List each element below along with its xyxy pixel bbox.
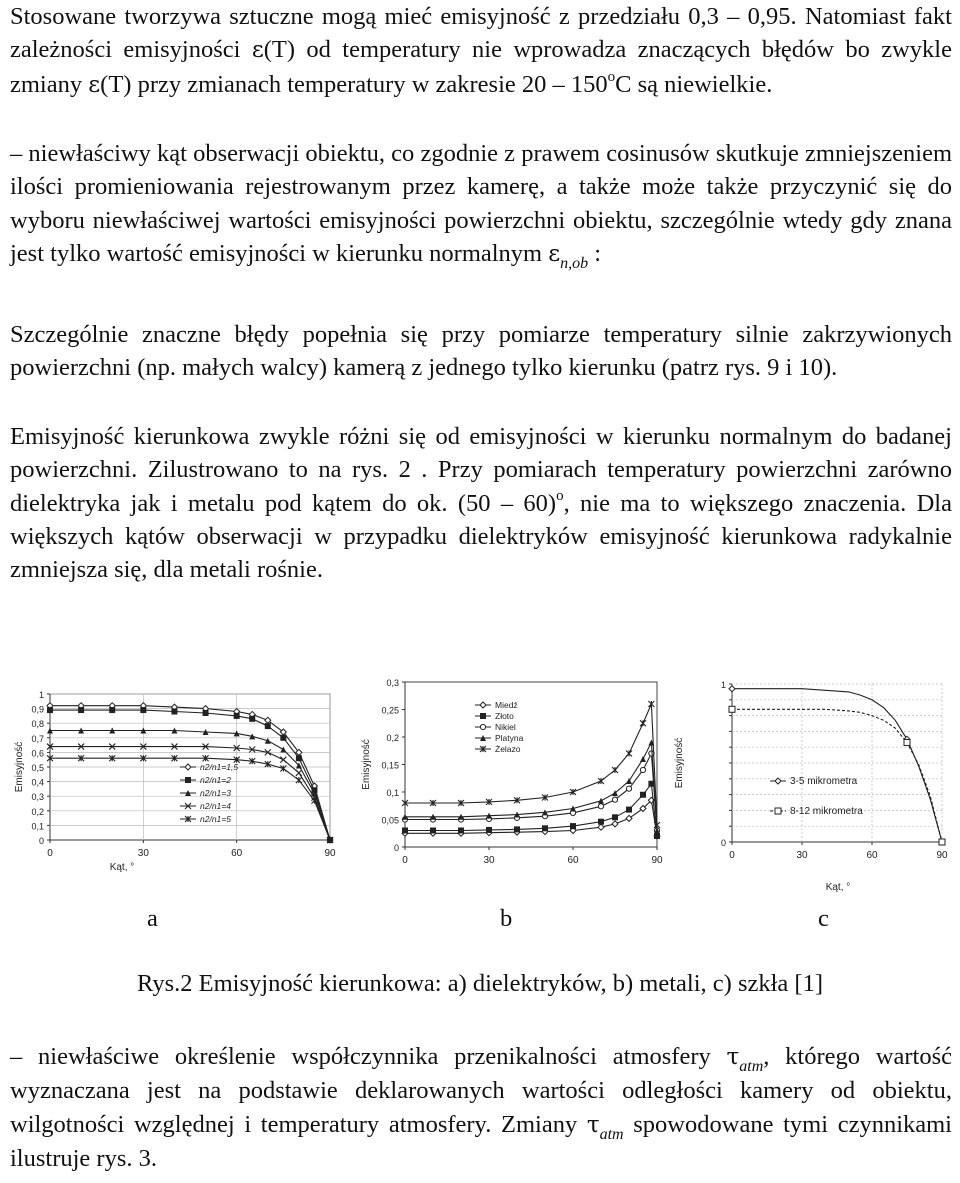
series-line <box>405 704 657 825</box>
y-axis-label: Emisyjność <box>14 741 25 793</box>
x-tick-label: 60 <box>866 850 878 861</box>
legend-item <box>180 801 231 811</box>
figure-directional-emissivity <box>10 672 955 912</box>
legend-label: Miedź <box>495 700 518 710</box>
data-point <box>640 767 645 772</box>
data-point <box>140 707 146 713</box>
legend-marker <box>185 777 191 783</box>
data-point <box>598 819 604 825</box>
legend-label: n2/n1=1,5 <box>200 762 239 772</box>
panel-label-a: a <box>147 905 158 932</box>
legend-marker <box>480 702 486 708</box>
legend-item <box>180 762 238 772</box>
data-point <box>430 828 436 834</box>
data-point <box>904 739 910 745</box>
legend-item <box>475 733 524 743</box>
data-point <box>612 797 617 802</box>
y-tick-label: 0,15 <box>381 760 399 771</box>
x-tick-label: 30 <box>483 855 495 866</box>
series-line <box>732 689 942 842</box>
data-point <box>280 746 286 752</box>
legend-label: Nikiel <box>495 722 516 732</box>
legend-item <box>475 744 521 754</box>
y-tick-label: 0,8 <box>31 719 44 730</box>
x-axis-label: Kąt, ° <box>825 882 851 893</box>
legend-label: Złoto <box>495 711 514 721</box>
y-axis-label: Emisyjność <box>674 737 685 789</box>
data-point <box>296 770 302 776</box>
data-point <box>626 751 632 757</box>
legend-item <box>180 814 231 824</box>
legend-label: n2/n1=5 <box>200 814 231 824</box>
series-2 <box>47 707 333 843</box>
data-point <box>265 738 271 744</box>
data-point <box>648 701 654 707</box>
data-point <box>640 792 646 798</box>
data-point <box>171 709 177 715</box>
data-point <box>47 707 53 713</box>
x-axis-label: Kąt, ° <box>109 862 135 873</box>
legend-marker <box>480 713 486 719</box>
panel-label-c: c <box>818 905 829 932</box>
data-point <box>939 839 945 845</box>
x-tick-label: 90 <box>651 855 663 866</box>
series-5 <box>402 701 660 828</box>
series-1 <box>729 686 945 845</box>
y-tick-label: 0,7 <box>31 733 44 744</box>
panel-label-b: b <box>500 905 513 932</box>
paragraph-directional-emissivity: Emisyjność kierunkowa zwykle różni się od emisyjności w kierunku normalnym do badanej powierzchni. Zilustrowano to na rys. 2 . Przy pomiarach temperatury powierzchni zarówno dielektryka jak i metalu pod kątem do ok. (50 – 60)$^o$, nie ma to większego znaczenia. Dla większych kątów obserwacji w przypadku dielektryków emisyjność kierunkowa radykalnie zmniejsza się, dla metali rośnie. <box>10 423 952 584</box>
series-line <box>50 758 330 840</box>
y-tick-label: 0,05 <box>381 815 399 826</box>
x-tick-label: 0 <box>47 848 53 859</box>
data-point <box>729 686 735 692</box>
legend-item <box>475 700 518 710</box>
legend-label: Żelazo <box>495 744 521 754</box>
paragraph-plastics-emissivity: Stosowane tworzywa sztuczne mogą mieć emisyjność z przedziału 0,3 – 0,95. Natomiast fakt zależności emisyjności ε(T) od temperatury nie wprowadza znaczących błędów bo zwykle zmiany ε(T) przy zmianach temperatury w zakresie 20 – 150$^o$C są niewielkie. <box>10 3 952 98</box>
data-point <box>234 713 240 719</box>
chart-dielectrics <box>10 672 345 912</box>
data-point <box>626 786 631 791</box>
data-point <box>249 716 255 722</box>
series-line <box>50 706 330 840</box>
data-point <box>598 804 603 809</box>
data-point <box>598 824 604 830</box>
data-point <box>203 710 209 716</box>
x-tick-label: 0 <box>729 850 735 861</box>
data-point <box>626 807 632 813</box>
y-tick-label: 0,2 <box>31 806 44 817</box>
figure-caption: Rys.2 Emisyjność kierunkowa: a) dielektryków, b) metali, c) szkła [1] <box>137 970 823 997</box>
series-1 <box>47 703 333 843</box>
data-point <box>296 755 302 761</box>
data-point <box>402 828 408 834</box>
y-tick-label: 0,3 <box>31 792 44 803</box>
data-point <box>729 706 735 712</box>
y-tick-label: 0 <box>38 836 44 846</box>
y-tick-label: 0,3 <box>386 678 399 688</box>
legend-label: n2/n1=4 <box>200 801 231 811</box>
legend-item <box>475 722 516 732</box>
y-axis-label: Emisyjność <box>361 739 372 790</box>
legend-label: n2/n1=2 <box>200 775 231 785</box>
data-point <box>486 827 492 833</box>
legend-item <box>770 776 858 787</box>
y-tick-label: 0 <box>720 838 726 848</box>
series-line <box>405 784 657 836</box>
y-tick-label: 1 <box>38 690 44 700</box>
data-point <box>654 833 660 839</box>
x-tick-label: 0 <box>402 855 408 866</box>
chart-metals <box>355 672 663 912</box>
y-tick-label: 1 <box>720 680 726 690</box>
paragraph-curved-surfaces: Szczególnie znaczne błędy popełnia się przy pomiarze temperatury silnie zakrzywionych powierzchni (np. małych walcy) kamerą z jednego tylko kierunku (patrz rys. 9 i 10). <box>10 321 952 382</box>
legend-item <box>180 775 231 785</box>
series-2 <box>402 781 660 839</box>
x-tick-label: 90 <box>936 850 948 861</box>
legend-label: 3-5 mikrometra <box>790 776 858 787</box>
x-tick-label: 30 <box>796 850 808 861</box>
data-point <box>570 823 576 829</box>
data-point <box>640 756 646 762</box>
data-point <box>109 707 115 713</box>
y-tick-label: 0,2 <box>386 733 399 743</box>
data-point <box>78 707 84 713</box>
data-point <box>280 757 286 763</box>
y-tick-label: 0,5 <box>31 763 44 773</box>
data-point <box>612 767 618 773</box>
y-tick-label: 0,9 <box>31 704 44 715</box>
legend-label: n2/n1=3 <box>200 788 231 798</box>
data-point <box>514 826 520 832</box>
legend-marker <box>480 724 485 729</box>
paragraph-atmosphere-transmittance: – niewłaściwe określenie współczynnika przenikalności atmosfery $\tau_{atm}$, którego wartość wyznaczana jest na podstawie deklarowanych wartości odległości kamery od obiektu, wilgotności względnej i temperatury atmosfery. Zmiany $\tau_{atm}$ spowodowane tymi czynnikami ilustruje rys. 3. <box>10 1043 952 1172</box>
data-point <box>626 778 632 784</box>
data-point <box>612 814 618 820</box>
y-tick-label: 0,25 <box>381 705 399 716</box>
legend-item <box>475 711 514 721</box>
legend-label: Platyna <box>495 733 524 743</box>
data-point <box>640 720 646 726</box>
x-tick-label: 30 <box>137 848 149 859</box>
data-point <box>296 777 302 783</box>
paragraph-observation-angle: – niewłaściwy kąt obserwacji obiektu, co zgodnie z prawem cosinusów skutkuje zmniejszeniem ilości promieniowania rejestrowanym przez kamerę, a także może także przyczynić się do wyboru niewłaściwej wartości emisyjności powierzchni obiektu, szczególnie wtedy gdy znana jest tylko wartość emisyjności w kierunku normalnym $\varepsilon_{n,ob}$ : <box>10 140 952 272</box>
y-tick-label: 0 <box>393 843 399 853</box>
x-tick-label: 90 <box>324 848 336 859</box>
data-point <box>598 798 604 804</box>
data-point <box>265 723 271 729</box>
x-tick-label: 60 <box>567 855 579 866</box>
y-tick-label: 0,6 <box>31 748 44 759</box>
legend-marker <box>775 808 781 814</box>
data-point <box>542 825 548 831</box>
data-point <box>612 821 618 827</box>
data-point <box>598 778 604 784</box>
y-tick-label: 0,1 <box>386 788 399 798</box>
data-point <box>458 828 464 834</box>
legend-label: 8-12 mikrometra <box>790 806 863 817</box>
legend-marker <box>185 764 191 770</box>
chart-glass <box>670 672 960 912</box>
x-tick-label: 60 <box>231 848 243 859</box>
data-point <box>280 735 286 741</box>
y-tick-label: 0,4 <box>31 777 44 788</box>
y-tick-label: 0,1 <box>31 821 44 832</box>
legend-item <box>770 806 863 817</box>
